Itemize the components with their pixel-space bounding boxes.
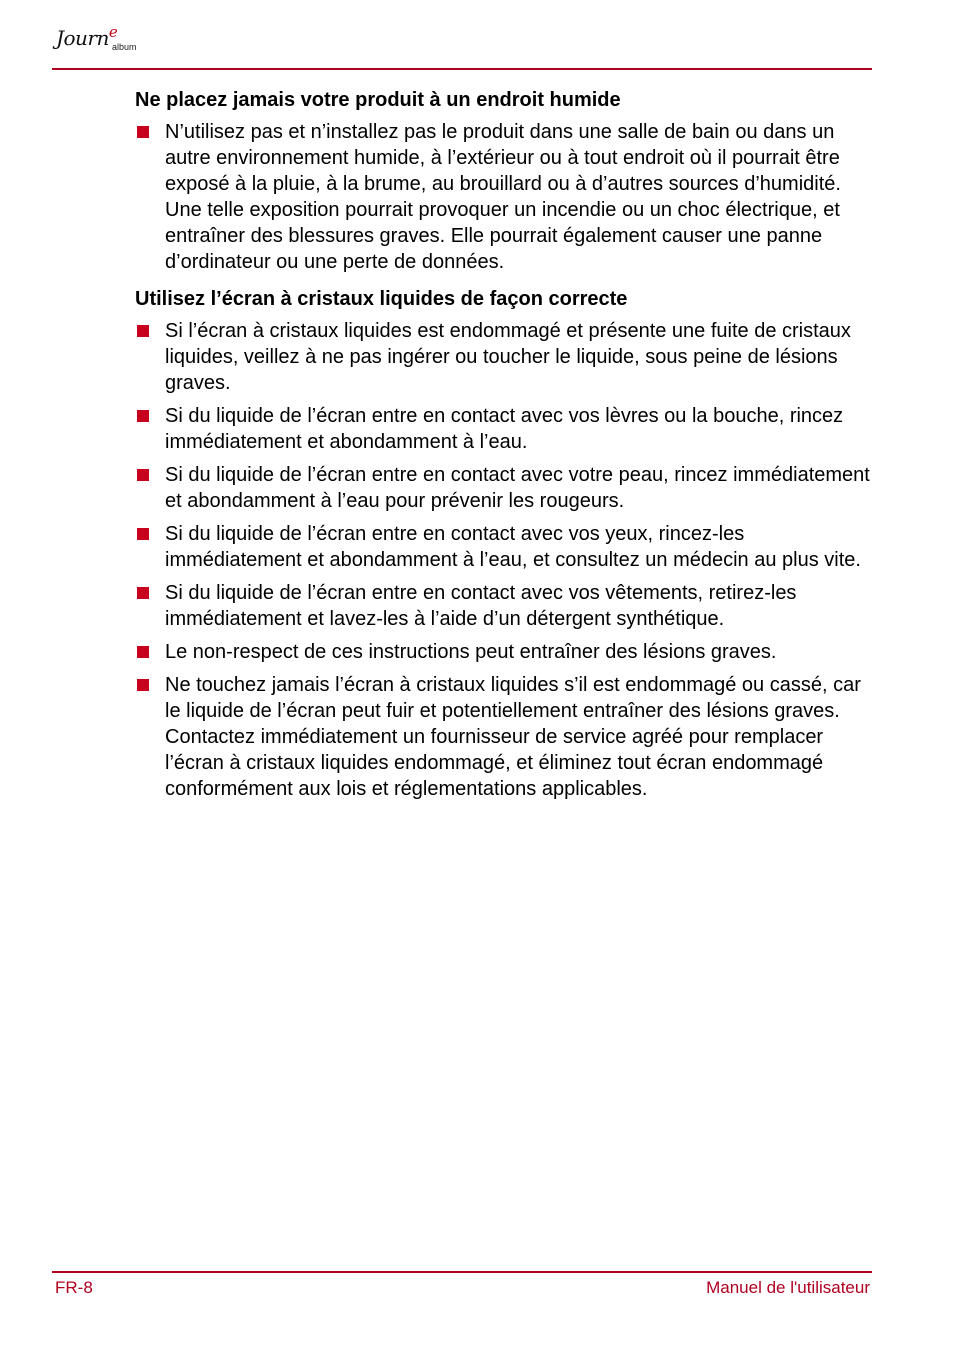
square-bullet-icon	[137, 126, 149, 138]
humidity-bullet-list	[135, 119, 870, 275]
square-bullet-icon	[137, 646, 149, 658]
logo-script-text: Journ$^e$	[56, 23, 118, 50]
square-bullet-icon	[137, 469, 149, 481]
list-item	[135, 521, 870, 573]
square-bullet-icon	[137, 587, 149, 599]
list-item-text: Si du liquide de l’écran entre en contact avec vos vêtements, retirez-les immédiatement et lavez-les à l’aide d’un détergent synthétique.	[165, 582, 797, 630]
list-item-text: Le non-respect de ces instructions peut entraîner des lésions graves.	[165, 641, 777, 663]
list-item	[135, 403, 870, 455]
list-item	[135, 318, 870, 396]
list-item-text: Si l’écran à cristaux liquides est endommagé et présente une fuite de cristaux liquides, veillez à ne pas ingérer ou toucher le liquide, sous peine de lésions graves.	[165, 320, 851, 394]
list-item	[135, 672, 870, 802]
list-item-text: Si du liquide de l’écran entre en contact avec vos lèvres ou la bouche, rincez immédiatement et abondamment à l’eau.	[165, 405, 844, 453]
list-item	[135, 462, 870, 514]
list-item	[135, 580, 870, 632]
square-bullet-icon	[137, 679, 149, 691]
journe-album-logo	[52, 22, 152, 66]
list-item	[135, 119, 870, 275]
section-heading-humidity: Ne placez jamais votre produit à un endroit humide	[135, 89, 621, 111]
list-item-text: N’utilisez pas et n’installez pas le produit dans une salle de bain ou dans un autre environnement humide, à l’extérieur ou à tout endroit où il pourrait être exposé à la pluie, à la brume, au brouillard ou à d’autres sources d’humidité. Une telle exposition pourrait provoquer un incendie ou un choc électrique, et entraîner des blessures graves. Elle pourrait également causer une panne d’ordinateur ou une perte de données.	[165, 121, 841, 273]
section-heading-lcd: Utilisez l’écran à cristaux liquides de façon correcte	[135, 288, 628, 310]
page-number: FR-8	[55, 1278, 93, 1297]
list-item-text: Si du liquide de l’écran entre en contact avec vos yeux, rincez-les immédiatement et abondamment à l’eau, et consultez un médecin au plus vite.	[165, 523, 861, 571]
list-item-text: Ne touchez jamais l’écran à cristaux liquides s’il est endommagé ou cassé, car le liquide de l’écran peut fuir et potentiellement entraîner des lésions graves. Contactez immédiatement un fournisseur de service agréé pour remplacer l’écran à cristaux liquides endommagé, et éliminez tout écran endommagé conformément aux lois et réglementations applicables.	[165, 674, 861, 800]
square-bullet-icon	[137, 325, 149, 337]
manual-title: Manuel de l'utilisateur	[706, 1278, 870, 1297]
header-divider	[52, 68, 872, 70]
page-content	[135, 86, 870, 809]
footer-divider	[52, 1271, 872, 1273]
square-bullet-icon	[137, 528, 149, 540]
list-item-text: Si du liquide de l’écran entre en contact avec votre peau, rincez immédiatement et abondamment à l’eau pour prévenir les rougeurs.	[165, 464, 870, 512]
lcd-bullet-list	[135, 318, 870, 802]
square-bullet-icon	[137, 410, 149, 422]
list-item	[135, 639, 870, 665]
logo-album-text: album	[112, 42, 137, 52]
